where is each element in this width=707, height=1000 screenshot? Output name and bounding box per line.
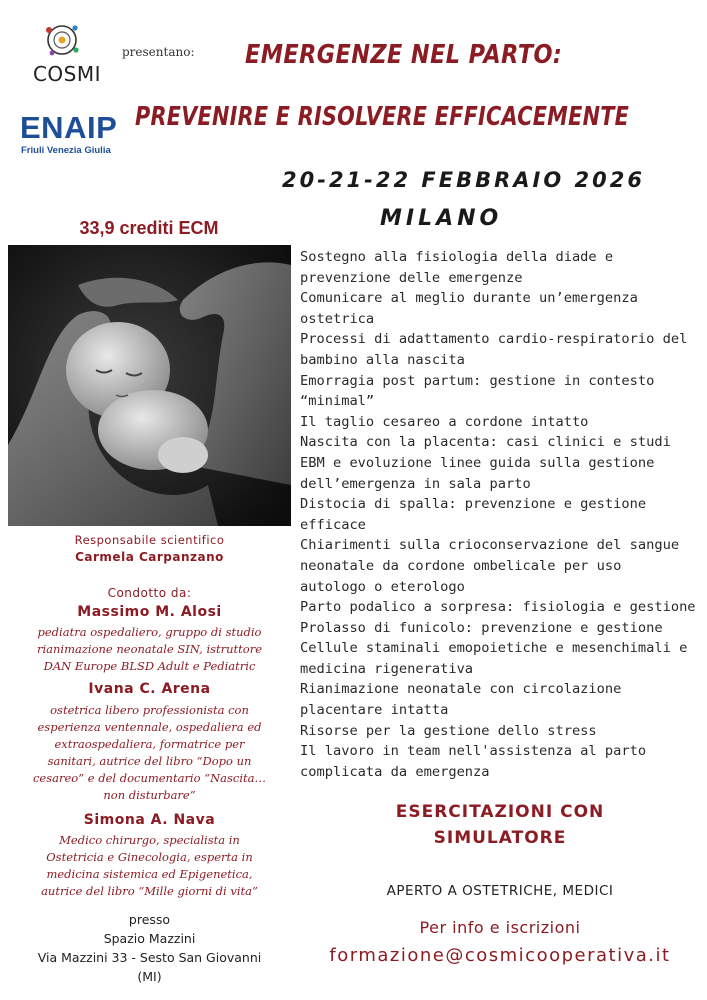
topic-line: medicina rigenerativa <box>300 660 474 677</box>
venue-line: (MI) <box>137 969 162 984</box>
trainer-desc-line: cesareo” e del documentario “Nascita… <box>32 771 266 785</box>
cosmi-wordmark: COSMI <box>32 62 102 86</box>
trainer-desc-line: Medico chirurgo, specialista in <box>59 833 240 847</box>
title-line-1: EMERGENZE NEL PARTO: <box>245 40 563 70</box>
trainer-desc-line: medicina sistemica ed Epigenetica, <box>46 867 253 881</box>
enaip-logo: ENAIP <box>20 110 118 145</box>
event-date: 20-21-22 FEBBRAIO 2026 <box>282 168 645 192</box>
venue-line: Via Mazzini 33 - Sesto San Giovanni <box>37 950 262 965</box>
presentano-label: presentano: <box>122 45 195 59</box>
topic-line: Sostegno alla fisiologia della diade e <box>300 249 614 265</box>
esercitazioni-line: SIMULATORE <box>433 828 567 848</box>
responsabile-name: Carmela Carpanzano <box>75 550 224 564</box>
topic-line: Emorragia post partum: gestione in contesto <box>300 372 655 389</box>
topic-line: Prolasso di funicolo: prevenzione e gestione <box>300 619 663 636</box>
audience-note: APERTO A OSTETRICHE, MEDICI <box>386 883 614 899</box>
venue-line: Spazio Mazzini <box>103 931 196 946</box>
trainer-desc-1 <box>8 624 291 675</box>
contact-email-link[interactable]: formazione@cosmicooperativa.it <box>329 945 671 966</box>
topic-line: Distocia di spalla: prevenzione e gestione <box>300 496 647 513</box>
topic-line: Chiarimenti sulla crioconservazione del sangue <box>300 537 680 554</box>
topic-line: dell’emergenza in sala parto <box>300 475 531 492</box>
trainer-desc-2 <box>8 702 291 804</box>
topic-line: neonatale da cordone ombelicale per uso <box>300 557 622 574</box>
topic-line: Il lavoro in team nell'assistenza al parto <box>300 743 647 760</box>
topic-line: “minimal” <box>300 393 375 410</box>
trainer-desc-line: sanitari, autrice del libro “Dopo un <box>47 754 252 768</box>
info-label: Per info e iscrizioni <box>419 918 581 937</box>
topic-line: EBM e evoluzione linee guida sulla gestione <box>300 454 655 471</box>
trainer-name-1: Massimo M. Alosi <box>77 604 222 620</box>
trainer-desc-line: DAN Europe BLSD Adult e Pediatric <box>43 659 256 673</box>
baby-in-hands-photo <box>8 245 291 526</box>
topic-line: prevenzione delle emergenze <box>300 269 523 286</box>
trainer-desc-line: Ostetricia e Ginecologia, esperta in <box>46 850 253 864</box>
esercitazioni-line: ESERCITAZIONI CON <box>395 802 605 822</box>
topic-line: complicata da emergenza <box>300 763 490 780</box>
topic-line: efficace <box>300 516 366 533</box>
venue-line: presso <box>128 912 171 927</box>
title-line-2: PREVENIRE E RISOLVERE EFFICACEMENTE <box>135 102 630 132</box>
topic-line: Cellule staminali emopoietiche e mesenchimali e <box>300 640 688 657</box>
trainer-desc-line: ostetrica libero professionista con <box>50 703 249 717</box>
trainer-desc-line: pediatra ospedaliero, gruppo di studio <box>37 625 262 639</box>
trainer-desc-line: rianimazione neonatale SIN, istruttore <box>36 642 263 656</box>
trainer-desc-line: esperienza ventennale, ospedaliera ed <box>37 720 262 734</box>
trainer-desc-3 <box>8 832 291 900</box>
topic-line: Parto podalico a sorpresa: fisiologia e gestione <box>300 599 696 616</box>
topic-line: autologo o eterologo <box>300 578 465 595</box>
venue-block <box>8 910 291 986</box>
trainer-desc-line: autrice del libro “Mille giorni di vita” <box>41 884 258 898</box>
trainer-name-3: Simona A. Nava <box>83 812 216 828</box>
topic-line: Rianimazione neonatale con circolazione <box>300 681 622 698</box>
topics-list <box>300 247 705 782</box>
topic-line: Comunicare al meglio durante un’emergenza <box>300 290 638 307</box>
baby-photo-illustration <box>8 245 291 526</box>
topic-line: Il taglio cesareo a cordone intatto <box>300 413 589 430</box>
topic-line: ostetrica <box>300 310 375 327</box>
topic-line: Risorse per la gestione dello stress <box>300 722 597 739</box>
topic-line: Processi di adattamento cardio-respiratorio del <box>300 331 688 348</box>
cosmi-orbit-icon <box>30 18 110 68</box>
topic-line: bambino alla nascita <box>300 351 465 368</box>
enaip-logo-subtitle: Friuli Venezia Giulia <box>21 145 111 156</box>
condotto-label: Condotto da: <box>107 586 192 600</box>
topic-line: Nascita con la placenta: casi clinici e studi <box>300 434 671 451</box>
event-city: MILANO <box>380 206 503 231</box>
trainer-desc-line: extraospedaliera, formatrice per <box>54 737 245 751</box>
ecm-credits: 33,9 crediti ECM <box>79 218 219 238</box>
trainer-desc-line: non disturbare” <box>103 788 196 802</box>
trainer-name-2: Ivana C. Arena <box>88 681 211 697</box>
responsabile-label: Responsabile scientifico <box>74 533 225 547</box>
topic-line: placentare intatta <box>300 702 449 719</box>
esercitazioni-heading <box>300 799 700 851</box>
